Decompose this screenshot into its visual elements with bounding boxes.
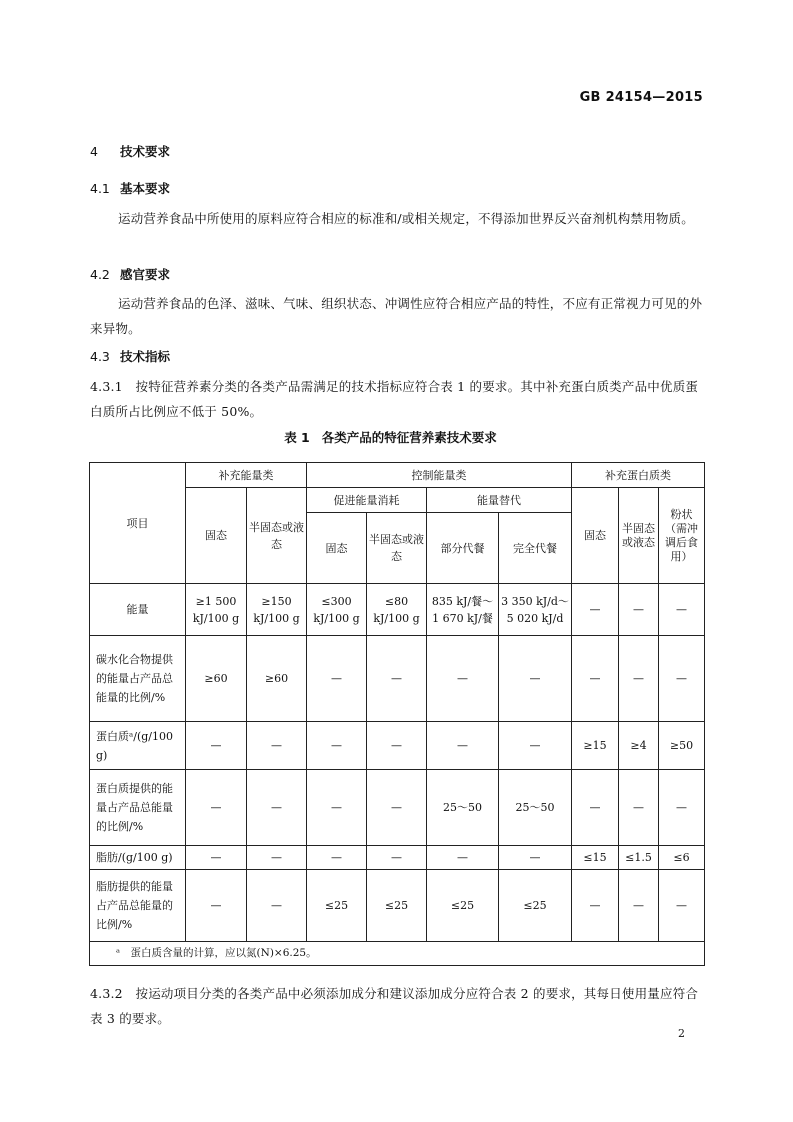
header-protein-supplement: 补充蛋白质类	[572, 463, 705, 488]
section-4-3-1-text: 4.3.1 按特征营养素分类的各类产品需满足的技术指标应符合表 1 的要求。其中补充蛋白质类产品中优质蛋白质所占比例应不低于 50%。	[90, 379, 699, 419]
table-cell: —	[307, 722, 367, 770]
table-cell: —	[186, 870, 247, 942]
section-4-1-heading: 4.1 基本要求	[90, 181, 171, 196]
row-label: 碳水化合物提供的能量占产品总能量的比例/%	[90, 636, 186, 722]
header-energy-replacement: 能量替代	[427, 488, 572, 513]
section-4-2-heading: 4.2 感官要求	[90, 267, 171, 282]
table-row	[90, 636, 705, 722]
table-cell: —	[499, 722, 572, 770]
table-cell: ≥50	[659, 722, 705, 770]
header-col-semisolid-protein: 半固态或液态	[619, 488, 659, 584]
table-row	[90, 870, 705, 942]
table-cell: —	[427, 722, 499, 770]
header-col-semisolid-2: 半固态或液态	[367, 513, 427, 584]
nutrient-requirements-table	[89, 462, 705, 966]
table-cell: ≤25	[499, 870, 572, 942]
table-footnote: ᵃ 蛋白质含量的计算，应以氮(N)×6.25。	[90, 942, 705, 966]
table-cell: ≤1.5	[619, 846, 659, 870]
section-4-heading: 4 技术要求	[90, 144, 171, 159]
table-cell: ≤6	[659, 846, 705, 870]
table-cell: —	[186, 846, 247, 870]
table-cell: —	[367, 636, 427, 722]
header-energy-supplement: 补充能量类	[186, 463, 307, 488]
table-cell: ≥60	[186, 636, 247, 722]
table-cell: ≥15	[572, 722, 619, 770]
table-cell: —	[367, 770, 427, 846]
table-cell: —	[659, 870, 705, 942]
table-cell: —	[427, 636, 499, 722]
table-row	[90, 770, 705, 846]
table-cell: ≤300 kJ/100 g	[307, 584, 367, 636]
table-cell: —	[367, 722, 427, 770]
table-cell: —	[499, 636, 572, 722]
table-cell: —	[427, 846, 499, 870]
table-cell: ≤15	[572, 846, 619, 870]
header-col-solid-1: 固态	[186, 488, 247, 584]
table-cell: 3 350 kJ/d～5 020 kJ/d	[499, 584, 572, 636]
header-col-semisolid-1: 半固态或液态	[247, 488, 307, 584]
table-cell: —	[659, 584, 705, 636]
table-cell: —	[619, 636, 659, 722]
table-cell: —	[572, 770, 619, 846]
table-cell: —	[619, 584, 659, 636]
section-4-1-text: 运动营养食品中所使用的原料应符合相应的标准和/或相关规定，不得添加世界反兴奋剂机构禁用物质。	[118, 211, 694, 226]
table-cell: ≤25	[367, 870, 427, 942]
header-col-solid-2: 固态	[307, 513, 367, 584]
header-col-partial-meal: 部分代餐	[427, 513, 499, 584]
standard-code: GB 24154—2015	[579, 90, 703, 105]
table-cell: —	[572, 636, 619, 722]
table-cell: —	[619, 770, 659, 846]
row-label: 脂肪/(g/100 g)	[90, 846, 186, 870]
header-col-powder-protein: 粉状（需冲调后食用）	[659, 488, 705, 584]
page-number: 2	[678, 1027, 685, 1040]
table-cell: ≤25	[307, 870, 367, 942]
table-cell: —	[247, 770, 307, 846]
table-cell: —	[307, 770, 367, 846]
table-cell: —	[367, 846, 427, 870]
section-4-3-2-text: 4.3.2 按运动项目分类的各类产品中必须添加成分和建议添加成分应符合表 2 的要求，其每日使用量应符合表 3 的要求。	[90, 986, 699, 1026]
section-4-2-text: 运动营养食品的色泽、滋味、气味、组织状态、冲调性应符合相应产品的特性，不应有正常视力可见的外来异物。	[90, 296, 703, 336]
table-cell: —	[247, 846, 307, 870]
table-cell: —	[307, 846, 367, 870]
table-cell: —	[247, 722, 307, 770]
table-cell: —	[619, 870, 659, 942]
section-4-3-heading: 4.3 技术指标	[90, 349, 171, 364]
table-row	[90, 722, 705, 770]
table-cell: —	[186, 770, 247, 846]
table-cell: 25～50	[499, 770, 572, 846]
table-cell: 835 kJ/餐～1 670 kJ/餐	[427, 584, 499, 636]
table-caption: 表 1 各类产品的特征营养素技术要求	[284, 430, 497, 445]
table-cell: ≤25	[427, 870, 499, 942]
table-cell: ≥1 500 kJ/100 g	[186, 584, 247, 636]
table-cell: ≥4	[619, 722, 659, 770]
table-cell: —	[499, 846, 572, 870]
row-label: 脂肪提供的能量占产品总能量的比例/%	[90, 870, 186, 942]
header-energy-control: 控制能量类	[307, 463, 572, 488]
header-item: 项目	[90, 463, 186, 584]
header-col-full-meal: 完全代餐	[499, 513, 572, 584]
row-label: 蛋白质提供的能量占产品总能量的比例/%	[90, 770, 186, 846]
table-cell: —	[659, 636, 705, 722]
table-cell: —	[572, 870, 619, 942]
row-label: 蛋白质ᵃ/(g/100 g)	[90, 722, 186, 770]
table-cell: ≥60	[247, 636, 307, 722]
row-label: 能量	[90, 584, 186, 636]
table-cell: —	[247, 870, 307, 942]
table-cell: 25～50	[427, 770, 499, 846]
table-cell: —	[572, 584, 619, 636]
header-promote-consumption: 促进能量消耗	[307, 488, 427, 513]
table-cell: —	[186, 722, 247, 770]
table-cell: —	[307, 636, 367, 722]
table-cell: ≥150 kJ/100 g	[247, 584, 307, 636]
table-cell: ≤80 kJ/100 g	[367, 584, 427, 636]
table-row	[90, 846, 705, 870]
header-col-solid-protein: 固态	[572, 488, 619, 584]
table-cell: —	[659, 770, 705, 846]
table-row	[90, 584, 705, 636]
